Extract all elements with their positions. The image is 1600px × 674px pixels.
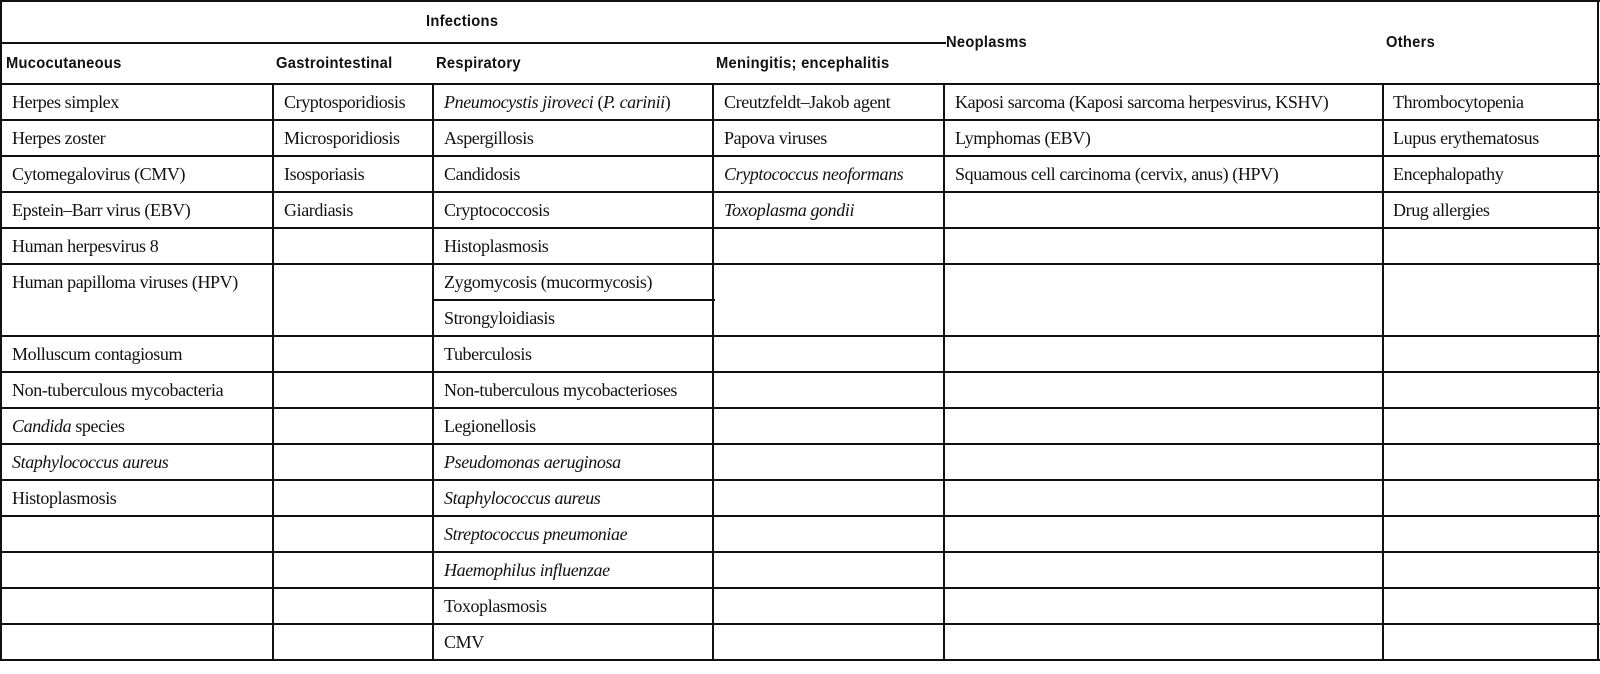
cell-text: Kaposi sarcoma (Kaposi sarcoma herpesvirus, KSHV) bbox=[955, 92, 1329, 112]
respiratory-cell bbox=[444, 624, 484, 660]
cell-text: Epstein–Barr virus (EBV) bbox=[12, 200, 191, 220]
row-divider bbox=[0, 623, 435, 625]
italic-text: Streptococcus pneumoniae bbox=[444, 524, 628, 544]
row-divider bbox=[0, 587, 435, 589]
cell-text: ( bbox=[593, 92, 604, 112]
respiratory-cell bbox=[444, 372, 677, 408]
row-divider bbox=[713, 371, 1600, 373]
respiratory-cell bbox=[444, 120, 533, 156]
neoplasms-cell bbox=[955, 120, 1091, 156]
cell-text: ) bbox=[664, 92, 671, 112]
respiratory-cell bbox=[444, 408, 536, 444]
mucocutaneous-cell bbox=[12, 444, 168, 480]
italic-text: Cryptococcus neoformans bbox=[724, 164, 904, 184]
respiratory-cell bbox=[444, 588, 547, 624]
italic-text: Pseudomonas aeruginosa bbox=[444, 452, 621, 472]
cell-text: species bbox=[71, 416, 125, 436]
others-header: Others bbox=[1386, 34, 1436, 51]
respiratory-cell bbox=[444, 336, 532, 372]
mucocutaneous-cell bbox=[12, 228, 158, 264]
row-divider bbox=[713, 623, 1600, 625]
cell-text: Toxoplasmosis bbox=[444, 596, 547, 616]
row-divider bbox=[0, 0, 1600, 2]
respiratory-cell bbox=[444, 192, 549, 228]
cell-text: Herpes simplex bbox=[12, 92, 119, 112]
gastrointestinal-header: Gastrointestinal bbox=[276, 55, 393, 72]
meningitis-cell bbox=[724, 156, 903, 192]
mucocutaneous-cell bbox=[12, 408, 125, 444]
cell-text: Cryptosporidiosis bbox=[284, 92, 406, 112]
respiratory-cell bbox=[444, 480, 600, 516]
cell-text: Human papilloma viruses (HPV) bbox=[12, 272, 238, 292]
gastrointestinal-cell bbox=[284, 120, 400, 156]
cell-text: Histoplasmosis bbox=[444, 236, 549, 256]
cell-text: Cytomegalovirus (CMV) bbox=[12, 164, 186, 184]
mucocutaneous-header: Mucocutaneous bbox=[6, 55, 122, 72]
row-divider bbox=[713, 551, 1600, 553]
cell-text: Human herpesvirus 8 bbox=[12, 236, 159, 256]
respiratory-cell bbox=[444, 552, 610, 588]
cell-text: Herpes zoster bbox=[12, 128, 106, 148]
cell-text: Lupus erythematosus bbox=[1393, 128, 1539, 148]
cell-text: Zygomycosis (mucormycosis) bbox=[444, 272, 653, 292]
meningitis-cell bbox=[724, 84, 890, 120]
cell-text: Histoplasmosis bbox=[12, 488, 117, 508]
row-divider bbox=[713, 515, 1600, 517]
neoplasms-cell bbox=[955, 156, 1278, 192]
neoplasms-cell bbox=[955, 84, 1328, 120]
mucocutaneous-cell bbox=[12, 264, 238, 300]
others-cell bbox=[1393, 84, 1524, 120]
mucocutaneous-cell bbox=[12, 192, 190, 228]
cell-text: Drug allergies bbox=[1393, 200, 1490, 220]
italic-text: Staphylococcus aureus bbox=[444, 488, 601, 508]
cell-text: Candidosis bbox=[444, 164, 521, 184]
row-divider bbox=[713, 335, 1600, 337]
cell-text: Cryptococcosis bbox=[444, 200, 550, 220]
respiratory-cell bbox=[444, 84, 670, 120]
meningitis-cell bbox=[724, 192, 854, 228]
respiratory-cell bbox=[444, 516, 627, 552]
meningitis-encephalitis-header: Meningitis; encephalitis bbox=[716, 55, 890, 72]
respiratory-header: Respiratory bbox=[436, 55, 521, 72]
cell-text: Microsporidiosis bbox=[284, 128, 400, 148]
italic-text: Toxoplasma gondii bbox=[724, 200, 855, 220]
cell-text: Giardiasis bbox=[284, 200, 353, 220]
mucocutaneous-cell bbox=[12, 156, 185, 192]
gastrointestinal-cell bbox=[284, 192, 353, 228]
respiratory-cell bbox=[444, 156, 520, 192]
meningitis-cell bbox=[724, 120, 827, 156]
neoplasms-header: Neoplasms bbox=[946, 34, 1028, 51]
italic-text: Pneumocystis jiroveci bbox=[444, 92, 594, 112]
cell-text: Non-tuberculous mycobacteria bbox=[12, 380, 224, 400]
gastrointestinal-cell bbox=[284, 84, 405, 120]
column-divider bbox=[0, 0, 2, 661]
cell-text: Thrombocytopenia bbox=[1393, 92, 1524, 112]
mucocutaneous-cell bbox=[12, 84, 119, 120]
gastrointestinal-cell bbox=[284, 156, 364, 192]
cell-text: Lymphomas (EBV) bbox=[955, 128, 1091, 148]
cell-text: Molluscum contagiosum bbox=[12, 344, 183, 364]
row-divider bbox=[0, 659, 1600, 661]
cell-text: Isosporiasis bbox=[284, 164, 365, 184]
cell-text: Legionellosis bbox=[444, 416, 536, 436]
row-divider bbox=[0, 42, 946, 44]
mucocutaneous-cell bbox=[12, 336, 182, 372]
cell-text: Squamous cell carcinoma (cervix, anus) (HPV) bbox=[955, 164, 1279, 184]
italic-text: P. carinii bbox=[603, 92, 665, 112]
italic-text: Staphylococcus aureus bbox=[12, 452, 169, 472]
respiratory-cell bbox=[444, 264, 652, 300]
infections-group-header: Infections bbox=[426, 13, 499, 30]
italic-text: Haemophilus influenzae bbox=[444, 560, 610, 580]
cell-text: Papova viruses bbox=[724, 128, 827, 148]
row-divider bbox=[713, 407, 1600, 409]
row-divider bbox=[713, 587, 1600, 589]
cell-text: Encephalopathy bbox=[1393, 164, 1504, 184]
cell-text: Tuberculosis bbox=[444, 344, 532, 364]
cell-text: Creutzfeldt–Jakob agent bbox=[724, 92, 891, 112]
row-divider bbox=[0, 551, 435, 553]
cell-text: CMV bbox=[444, 632, 484, 652]
mucocutaneous-cell bbox=[12, 120, 105, 156]
mucocutaneous-cell bbox=[12, 372, 223, 408]
respiratory-cell bbox=[444, 228, 548, 264]
respiratory-cell bbox=[444, 300, 555, 336]
row-divider bbox=[713, 263, 1600, 265]
row-divider bbox=[713, 479, 1600, 481]
cell-text: Non-tuberculous mycobacterioses bbox=[444, 380, 678, 400]
cell-text: Aspergillosis bbox=[444, 128, 534, 148]
others-cell bbox=[1393, 192, 1490, 228]
others-cell bbox=[1393, 156, 1503, 192]
column-divider bbox=[1597, 0, 1599, 661]
italic-text: Candida bbox=[12, 416, 72, 436]
cell-text: Strongyloidiasis bbox=[444, 308, 555, 328]
row-divider bbox=[713, 443, 1600, 445]
mucocutaneous-cell bbox=[12, 480, 116, 516]
others-cell bbox=[1393, 120, 1539, 156]
respiratory-cell bbox=[444, 444, 621, 480]
